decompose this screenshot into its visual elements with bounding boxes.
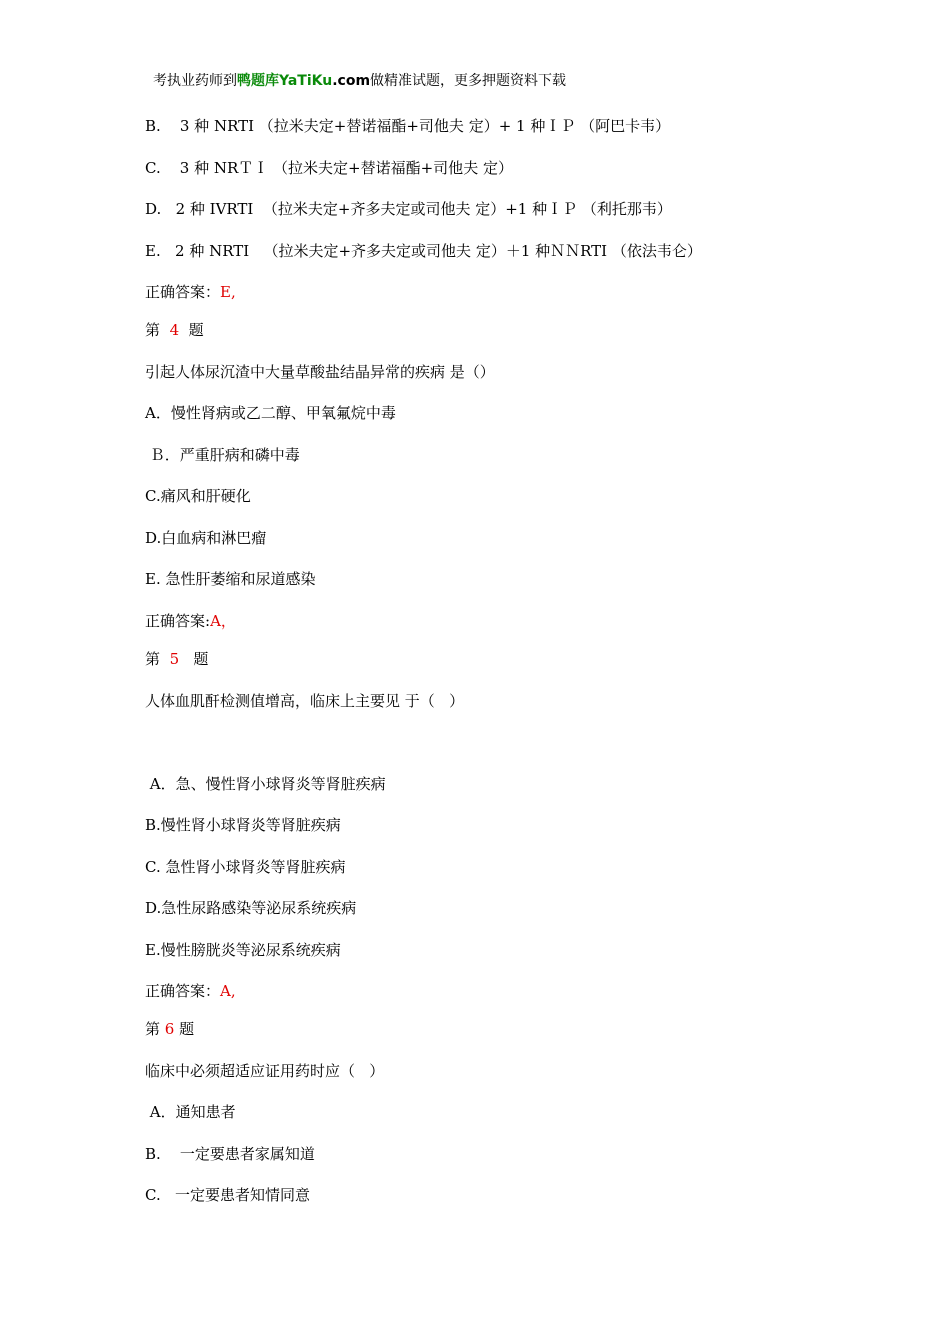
question-prefix: 第 [145,321,161,339]
q5-option-c: C. 急性肾小球肾炎等肾脏疾病 [145,858,346,876]
q4-option-e: E. 急性肝萎缩和尿道感染 [145,570,316,588]
answer-label: 正确答案： [145,283,221,301]
q3-option-d: D. 2 种 IVRTI （拉米夫定+齐多夫定或司他夫 定）+1 种ＩＰ （利托那韦） [145,200,672,218]
q3-answer [145,282,236,302]
q4-option-a: A．慢性肾病或乙二醇、甲氧氟烷中毒 [145,404,396,422]
q6-number [145,1019,194,1039]
q6-stem: 临床中必须超适应证用药时应（ ） [145,1062,385,1080]
question-number: 6 [164,1020,175,1038]
banner-suffix: 做精准试题，更多押题资料下载 [370,73,567,89]
question-number: 4 [169,321,180,339]
q3-option-c: C. 3 种 NRＴＩ （拉米夫定+替诺福酯+司他夫 定） [145,159,513,177]
brand-name-en[interactable]: YaTiKu [279,73,333,89]
question-number: 5 [169,650,180,668]
answer-value: A, [220,982,236,1000]
q6-option-c: C. 一定要患者知情同意 [145,1186,311,1204]
brand-domain[interactable]: .com [332,73,371,89]
question-suffix: 题 [179,1020,195,1038]
q4-option-c: C.痛风和肝硬化 [145,487,251,505]
answer-label: 正确答案: [145,612,211,630]
answer-value: E, [220,283,236,301]
question-suffix: 题 [193,650,209,668]
q6-option-b: B. 一定要患者家属知道 [145,1145,315,1163]
brand-name-cn[interactable]: 鸭题库 [237,73,279,89]
q5-stem: 人体血肌酐检测值增高，临床上主要见 于（ ） [145,692,465,710]
site-banner [153,71,566,91]
q5-option-e: E.慢性膀胱炎等泌尿系统疾病 [145,941,341,959]
answer-label: 正确答案： [145,982,221,1000]
q5-option-a: A．急、慢性肾小球肾炎等肾脏疾病 [145,775,386,793]
question-prefix: 第 [145,650,161,668]
q5-option-b: B.慢性肾小球肾炎等肾脏疾病 [145,816,341,834]
q3-option-b: B. 3 种 NRTI （拉米夫定+替诺福酯+司他夫 定）+ 1 种ＩＰ （阿巴卡韦） [145,117,671,135]
q5-answer [145,981,236,1001]
question-suffix: 题 [188,321,204,339]
question-prefix: 第 [145,1020,161,1038]
q4-option-b: Ｂ．严重肝病和磷中毒 [145,446,300,464]
banner-prefix: 考执业药师到 [153,73,237,89]
q4-answer [145,611,236,631]
answer-value: A， [210,612,236,630]
q6-option-a: A．通知患者 [145,1103,236,1121]
q4-number [145,320,204,340]
q4-stem: 引起人体尿沉渣中大量草酸盐结晶异常的疾病 是（） [145,363,495,381]
q5-number [145,649,208,669]
q4-option-d: D.白血病和淋巴瘤 [145,529,267,547]
q5-option-d: D.急性尿路感染等泌尿系统疾病 [145,899,357,917]
q3-option-e: E. 2 种 NRTI （拉米夫定+齐多夫定或司他夫 定）＋1 种ＮＮRTI （依法韦仑） [145,242,702,260]
